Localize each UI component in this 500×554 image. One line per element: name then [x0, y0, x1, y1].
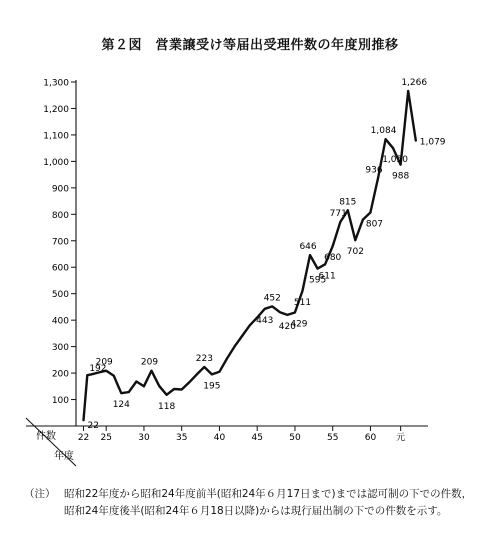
data-point [309, 254, 311, 256]
data-point [181, 389, 183, 391]
x-tick-label: 55 [326, 433, 339, 443]
data-point [226, 358, 228, 360]
data-point [317, 268, 319, 270]
y-tick-label: 800 [51, 210, 69, 221]
series-layer [83, 90, 417, 421]
data-point [136, 381, 138, 383]
data-point [120, 392, 122, 394]
data-point [392, 147, 394, 149]
y-axis-label: 件数 [36, 431, 56, 442]
data-point [188, 381, 190, 383]
data-label: 936 [365, 165, 383, 176]
data-point [324, 263, 326, 265]
data-label: 988 [392, 171, 410, 182]
data-point [203, 366, 205, 368]
data-point [362, 219, 364, 221]
data-label: 192 [89, 364, 107, 375]
x-axis-label: 年度 [54, 451, 74, 462]
y-tick-label: 1,000 [43, 157, 69, 168]
y-tick-label: 500 [51, 290, 69, 301]
data-point [407, 90, 409, 92]
data-label: 1,266 [401, 77, 428, 88]
data-label: 815 [339, 197, 357, 208]
data-label: 118 [158, 401, 176, 412]
data-label: 1,050 [382, 155, 408, 166]
data-point [354, 239, 356, 241]
series-line [84, 91, 416, 420]
data-point [294, 312, 296, 314]
data-point [166, 394, 168, 396]
data-point [249, 325, 251, 327]
x-tick-label: 50 [289, 433, 301, 443]
data-label: 646 [299, 242, 317, 253]
x-tick-label: 40 [213, 433, 226, 443]
data-point [86, 374, 88, 376]
data-point [385, 138, 387, 140]
data-label: 702 [346, 247, 364, 258]
x-axis-ticks [78, 426, 405, 443]
data-label: 429 [290, 319, 308, 330]
y-tick-label: 1,300 [43, 78, 69, 89]
data-point [173, 388, 175, 390]
y-tick-label: 300 [51, 343, 69, 354]
footnote-text: 昭和22年度から昭和24年度前半(昭和24年６月17日まで)までは認可制の下での件数，昭和24年度後半(昭和24年６月18日以降)からは現行届出制の下での件数を示す。 [64, 488, 473, 517]
data-point [415, 140, 417, 142]
data-point [271, 305, 273, 307]
data-point [83, 419, 85, 421]
data-point [332, 245, 334, 247]
data-labels [88, 78, 446, 431]
data-point [377, 177, 379, 179]
data-label: 195 [203, 381, 221, 392]
data-label: 1,084 [370, 126, 397, 137]
data-label: 124 [112, 400, 130, 411]
data-point [211, 374, 213, 376]
x-tick-label: 30 [138, 433, 150, 443]
chart-title: 第２図 営業譲受け等届出受理件数の年度別推移 [101, 38, 399, 53]
data-point [151, 370, 153, 372]
data-label: 209 [140, 357, 159, 368]
x-tick-label: 25 [100, 433, 112, 443]
y-tick-label: 200 [51, 369, 69, 380]
data-label: 452 [263, 293, 281, 304]
data-point [128, 391, 130, 393]
data-point [347, 209, 349, 211]
data-label: 595 [309, 275, 327, 286]
data-point [117, 384, 119, 386]
data-point [234, 346, 236, 348]
data-label: 680 [324, 253, 342, 264]
data-point [302, 290, 304, 292]
x-tick-label: 22 [77, 433, 90, 443]
data-label: 611 [318, 271, 336, 282]
x-tick-label: 元 [396, 433, 406, 443]
y-tick-label: 600 [51, 263, 69, 274]
data-point [279, 311, 281, 313]
data-label: 223 [195, 353, 213, 364]
y-tick-label: 900 [51, 184, 69, 195]
data-point [219, 371, 221, 373]
data-label: 443 [256, 315, 274, 326]
data-point [196, 374, 198, 376]
y-tick-label: 1,100 [43, 131, 69, 142]
data-point [158, 385, 160, 387]
data-label: 1,079 [419, 137, 446, 148]
data-label: 511 [293, 297, 312, 308]
data-point [241, 335, 243, 337]
y-tick-label: 700 [51, 237, 69, 248]
x-tick-label: 45 [251, 433, 263, 443]
y-tick-label: 100 [51, 396, 69, 407]
data-point [264, 308, 266, 310]
data-label: 209 [95, 357, 113, 368]
y-tick-label: 400 [51, 316, 69, 327]
data-point [143, 385, 145, 387]
chart-axes [26, 77, 428, 466]
data-point [370, 212, 372, 214]
x-tick-label: 35 [175, 433, 188, 443]
footnote-prefix: （注） [24, 488, 56, 500]
data-point [287, 314, 289, 316]
data-label: 771 [329, 208, 347, 219]
data-point [113, 375, 115, 377]
x-tick-label: 60 [364, 433, 377, 443]
data-label: 807 [365, 219, 384, 230]
data-point [339, 221, 341, 223]
y-tick-label: 1,200 [43, 104, 69, 115]
data-label: 22 [87, 421, 100, 432]
y-axis-ticks [43, 79, 76, 407]
data-label: 420 [278, 321, 296, 332]
